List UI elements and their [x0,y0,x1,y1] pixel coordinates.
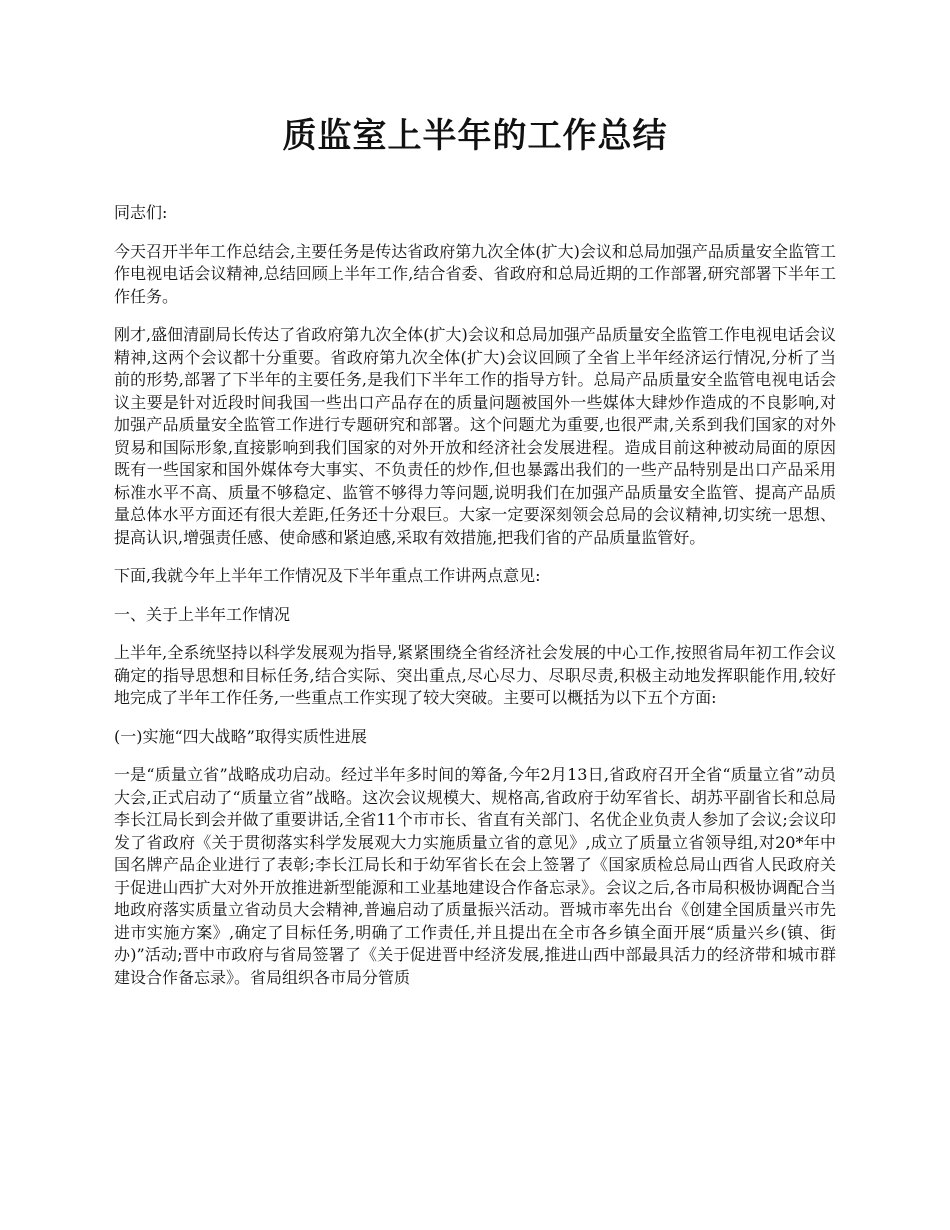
paragraph-quality-strategy: 一是“质量立省”战略成功启动。经过半年多时间的筹备,今年2月13日,省政府召开全省“质量立省”动员大会,正式启动了“质量立省”战略。这次会议规模大、规格高,省政府于幼军省长、胡苏平副省长和总局李长江局长到会并做了重要讲话,全省11个市市长、省直有关部门、名优企业负责人参加了会议;会议印发了省政府《关于贯彻落实科学发展观大力实施质量立省的意见》,成立了质量立省领导组,对20*年中国名牌产品企业进行了表彰;李长江局长和于幼军省长在会上签署了《国家质检总局山西省人民政府关于促进山西扩大对外开放推进新型能源和工业基地建设合作备忘录》。会议之后,各市局积极协调配合当地政府落实质量立省动员大会精神,普遍启动了质量振兴活动。晋城市率先出台《创建全国质量兴市先进市实施方案》,确定了目标任务,明确了工作责任,并且提出在全市各乡镇全面开展“质量兴乡(镇、街办)”活动;晋中市政府与省局签署了《关于促进晋中经济发展,推进山西中部最具活力的经济带和城市群建设合作备忘录》。省局组织各市局分管质 [114,765,836,987]
document-title: 质监室上半年的工作总结 [282,116,668,156]
paragraph-meeting-spirit: 刚才,盛佃清副局长传达了省政府第九次全体(扩大)会议和总局加强产品质量安全监管工作电视电话会议精神,这两个会议都十分重要。省政府第九次全体(扩大)会议回顾了全省上半年经济运行情况,分析了当前的形势,部署了下半年的主要任务,是我们下半年工作的指导方针。总局产品质量安全监管电视电话会议主要是针对近段时间我国一些出口产品存在的质量问题被国外一些媒体大肆炒作造成的不良影响,对加强产品质量安全监管工作进行专题研究和部署。这个问题尤为重要,也很严肃,关系到我们国家的对外贸易和国际形象,直接影响到我们国家的对外开放和经济社会发展进程。造成目前这种被动局面的原因既有一些国家和国外媒体夸大事实、不负责任的炒作,但也暴露出我们的一些产品特别是出口产品采用标准水平不高、质量不够稳定、监管不够得力等问题,说明我们在加强产品质量安全监管、提高产品质量总体水平方面还有很大差距,任务还十分艰巨。大家一定要深刻领会总局的会议精神,切实统一思想、提高认识,增强责任感、使命感和紧迫感,采取有效措施,把我们省的产品质量监管好。 [114,325,836,547]
paragraph-half-year-summary: 上半年,全系统坚持以科学发展观为指导,紧紧围绕全省经济社会发展的中心工作,按照省局年初工作会议确定的指导思想和目标任务,结合实际、突出重点,尽心尽力、尽职尽责,积极主动地发挥职能作用,较好地完成了半年工作任务,一些重点工作实现了较大突破。主要可以概括为以下五个方面: [114,643,836,707]
paragraph-intro: 今天召开半年工作总结会,主要任务是传达省政府第九次全体(扩大)会议和总局加强产品质量安全监管工作电视电话会议精神,总结回顾上半年工作,结合省委、省政府和总局近期的工作部署,研究部署下半年工作任务。 [114,241,836,306]
section-heading-1: 一、关于上半年工作情况 [114,604,291,624]
subsection-heading-1: (一)实施“四大战略”取得实质性进展 [114,726,367,746]
paragraph-outline: 下面,我就今年上半年工作情况及下半年重点工作讲两点意见: [114,566,541,585]
salutation: 同志们: [114,203,168,222]
